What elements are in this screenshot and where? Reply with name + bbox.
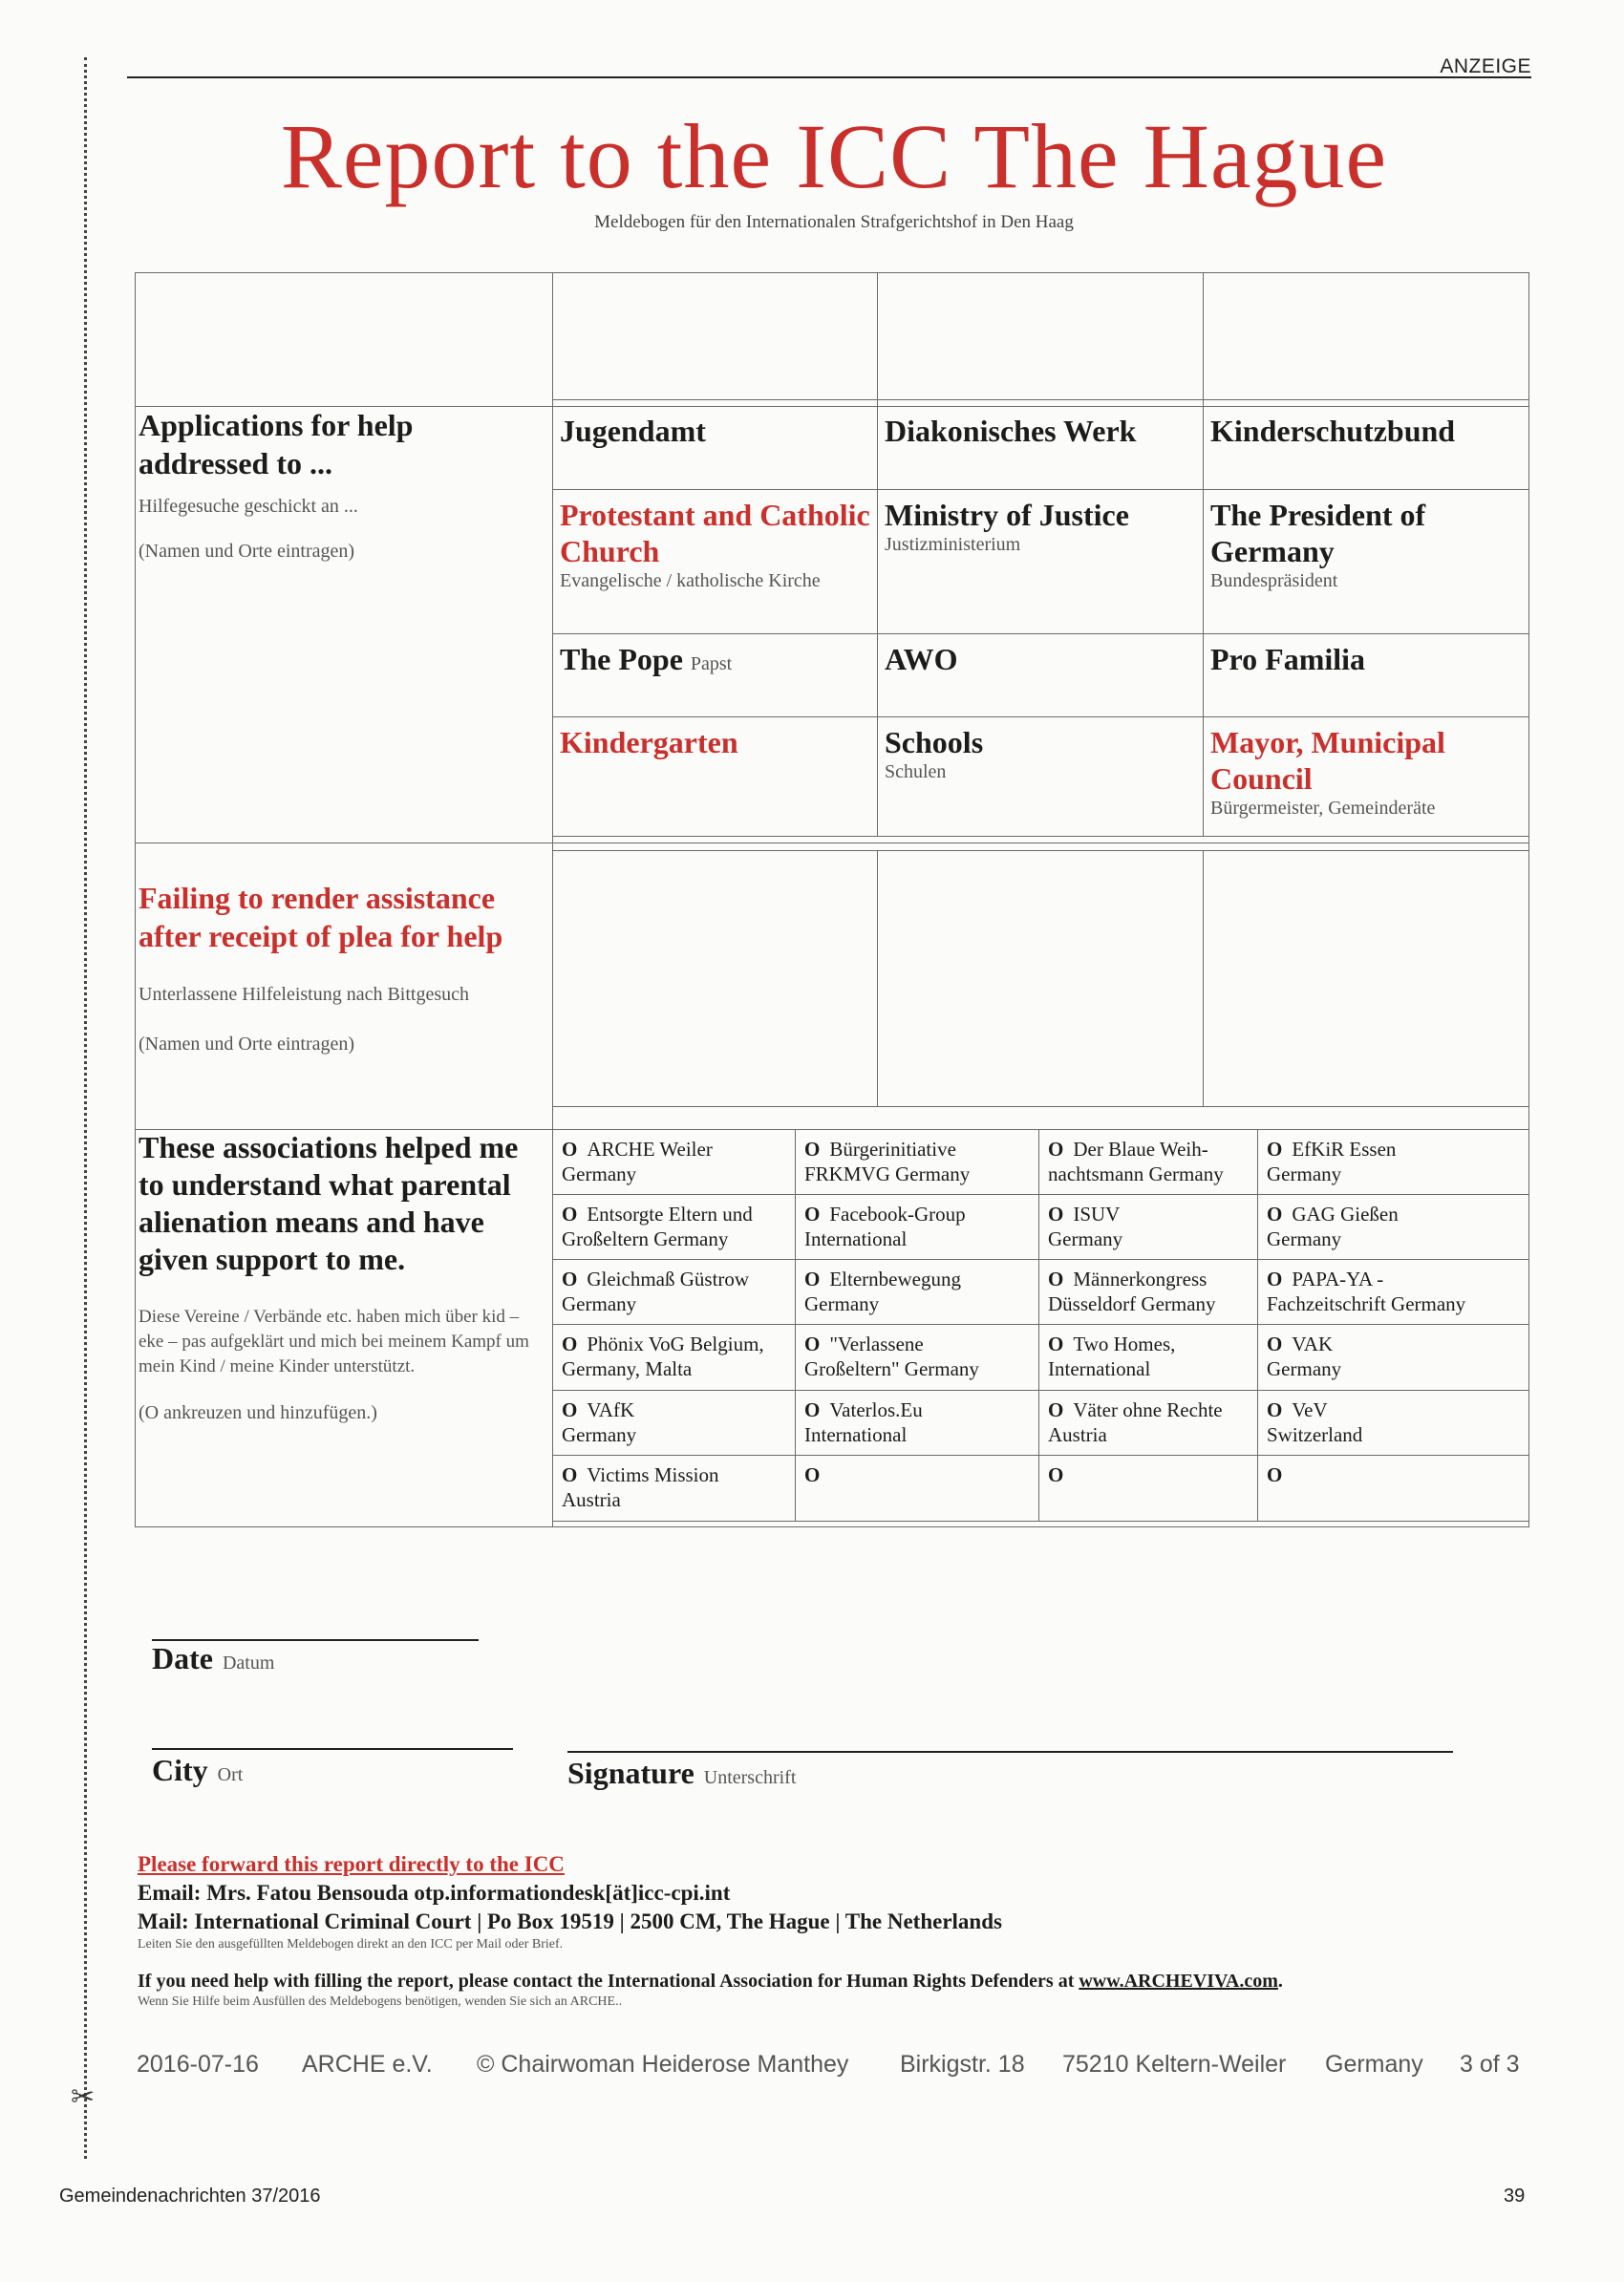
association-checkbox[interactable]	[554, 1457, 795, 1518]
help-text-de: Wenn Sie Hilfe beim Ausfüllen des Meldebogens benötigen, wenden Sie sich an ARCHE..	[138, 1994, 623, 2009]
association-name: Facebook-Group	[829, 1203, 966, 1226]
city-sublabel: Ort	[217, 1764, 244, 1785]
divider	[795, 1129, 796, 1521]
failing-label	[135, 879, 552, 1056]
association-name: Der Blaue Weih-	[1073, 1138, 1208, 1161]
failing-entry-box-3[interactable]	[1205, 852, 1528, 1106]
applications-subheading: Hilfegesuche geschickt an ...	[139, 496, 358, 517]
association-location: FRKMVG Germany	[804, 1162, 971, 1185]
association-name: EfKiR Essen	[1292, 1138, 1397, 1161]
org-subname: Justizministerium	[885, 534, 1021, 555]
divider	[552, 1455, 1529, 1456]
org-name: AWO	[885, 642, 958, 676]
footer-org: ARCHE e.V.	[302, 2051, 433, 2078]
footer-page: 3 of 3	[1460, 2051, 1520, 2078]
footer-country: Germany	[1325, 2051, 1423, 2078]
association-location: Germany	[562, 1423, 637, 1446]
org-cell-ministry-of-justice[interactable]	[879, 491, 1202, 562]
association-checkbox[interactable]	[1040, 1392, 1257, 1453]
org-name: Jugendamt	[560, 414, 706, 448]
association-location: International	[804, 1227, 908, 1250]
city-label: City Ort	[152, 1753, 244, 1787]
org-cell-awo[interactable]	[879, 635, 1202, 683]
association-checkbox[interactable]	[1040, 1196, 1257, 1257]
divider	[552, 850, 1529, 851]
association-checkbox[interactable]	[797, 1196, 1038, 1257]
associations-label	[135, 1129, 552, 1425]
org-cell-mayor[interactable]	[1205, 718, 1528, 825]
association-name: ISUV	[1073, 1203, 1121, 1226]
association-checkbox-blank[interactable]	[797, 1457, 1038, 1493]
forward-email[interactable]: Email: Mrs. Fatou Bensouda otp.informationdesk[ät]icc-cpi.int	[138, 1881, 731, 1905]
divider	[1203, 406, 1204, 836]
divider	[877, 850, 878, 1106]
checkbox-marker: O	[562, 1203, 578, 1226]
association-location: Germany	[804, 1292, 880, 1315]
divider	[1038, 1129, 1039, 1521]
date-sublabel: Datum	[222, 1653, 275, 1674]
associations-heading: These associations helped me to understand what parental alienation means and have given support to me.	[139, 1130, 519, 1276]
divider	[552, 399, 1529, 400]
divider	[552, 1194, 1529, 1195]
forward-heading: Please forward this report directly to the ICC	[138, 1852, 565, 1876]
divider	[135, 842, 1529, 843]
failing-subheading: Unterlassene Hilfeleistung nach Bittgesuch	[139, 984, 470, 1005]
org-name: Diakonisches Werk	[885, 414, 1137, 448]
association-checkbox[interactable]	[1259, 1131, 1528, 1192]
cut-line	[84, 57, 87, 2159]
association-name: Two Homes,	[1073, 1333, 1176, 1355]
forward-mail: Mail: International Criminal Court | Po Box 19519 | 2500 CM, The Hague | The Netherlands	[138, 1909, 1002, 1933]
city-line[interactable]	[152, 1748, 513, 1750]
association-location: nachtsmann Germany	[1048, 1162, 1224, 1185]
checkbox-marker: O	[804, 1463, 821, 1486]
association-location: Switzerland	[1267, 1423, 1363, 1446]
org-name: Schools	[885, 725, 984, 759]
associations-note: (O ankreuzen und hinzufügen.)	[139, 1402, 377, 1423]
association-name: VeV	[1292, 1398, 1328, 1421]
association-location: International	[1048, 1357, 1151, 1380]
org-subname: Evangelische / katholische Kirche	[560, 570, 821, 591]
signature-label: Signature Unterschrift	[567, 1756, 797, 1790]
checkbox-marker: O	[804, 1398, 821, 1421]
checkbox-marker: O	[1267, 1203, 1283, 1226]
association-location: Austria	[562, 1488, 621, 1511]
org-inline-subname: Papst	[690, 653, 733, 674]
org-cell-schools[interactable]	[879, 718, 1202, 789]
association-checkbox[interactable]	[554, 1196, 795, 1257]
association-checkbox[interactable]	[1040, 1326, 1257, 1387]
divider	[1203, 850, 1204, 1106]
page-title: Report to the ICC The Hague	[280, 105, 1388, 207]
org-cell-diakonisches-werk[interactable]	[879, 407, 1202, 455]
footer-chair: © Chairwoman Heiderose Manthey	[477, 2051, 849, 2078]
divider	[1257, 1129, 1258, 1521]
org-subname: Schulen	[885, 761, 947, 782]
association-name: "Verlassene	[829, 1333, 924, 1355]
association-name: Gleichmaß Güstrow	[587, 1268, 750, 1290]
org-subname: Bundespräsident	[1210, 570, 1338, 591]
checkbox-marker: O	[1048, 1333, 1064, 1355]
association-name: Victims Mission	[587, 1463, 719, 1486]
association-checkbox[interactable]	[1259, 1196, 1528, 1257]
divider	[552, 489, 1529, 490]
checkbox-marker: O	[1267, 1138, 1283, 1161]
association-checkbox[interactable]	[554, 1261, 795, 1322]
association-location: Germany	[562, 1162, 637, 1185]
association-name: Väter ohne Rechte	[1073, 1398, 1223, 1421]
association-checkbox-blank[interactable]	[1259, 1457, 1528, 1493]
checkbox-marker: O	[1267, 1333, 1283, 1355]
footer-street: Birkigstr. 18	[900, 2051, 1025, 2078]
association-location: Düsseldorf Germany	[1048, 1292, 1216, 1315]
org-name: Kindergarten	[560, 725, 738, 759]
association-checkbox[interactable]	[554, 1131, 795, 1192]
checkbox-marker: O	[562, 1333, 578, 1355]
association-location: Großeltern Germany	[562, 1227, 729, 1250]
association-location: Austria	[1048, 1423, 1107, 1446]
org-subname: Bürgermeister, Gemeinderäte	[1210, 798, 1436, 819]
association-checkbox[interactable]	[1259, 1326, 1528, 1387]
association-name: Vaterlos.Eu	[829, 1398, 923, 1421]
left-column-divider	[552, 272, 553, 1527]
checkbox-marker: O	[562, 1268, 578, 1290]
applications-note: (Namen und Orte eintragen)	[139, 541, 355, 562]
checkbox-marker: O	[1048, 1138, 1064, 1161]
association-name: ARCHE Weiler	[587, 1138, 713, 1161]
association-location: Germany	[562, 1292, 637, 1315]
org-name: The President of Germany	[1210, 498, 1426, 568]
signature-sublabel: Unterschrift	[703, 1767, 797, 1788]
association-location: Germany	[1267, 1227, 1342, 1250]
failing-heading: Failing to render assistance after receipt of plea for help	[139, 881, 503, 953]
association-name: Entsorgte Eltern und	[587, 1203, 753, 1226]
failing-entry-box-1[interactable]	[554, 852, 877, 1106]
scissors-icon: ✂	[71, 2081, 96, 2113]
association-location: Fachzeitschrift Germany	[1267, 1292, 1466, 1315]
checkbox-marker: O	[1267, 1463, 1283, 1486]
association-location: Germany, Malta	[562, 1357, 693, 1380]
org-cell-kindergarten[interactable]	[554, 718, 877, 766]
org-name: Kinderschutzbund	[1210, 414, 1456, 448]
divider	[552, 1390, 1529, 1391]
org-cell-church[interactable]	[554, 491, 877, 598]
divider	[877, 406, 878, 836]
footer-date: 2016-07-16	[137, 2051, 259, 2078]
org-cell-kinderschutzbund[interactable]	[1205, 407, 1528, 455]
date-label: Date Datum	[152, 1641, 275, 1675]
association-location: Germany	[1048, 1227, 1123, 1250]
applications-heading: Applications for help addressed to ...	[139, 408, 414, 480]
publication-page: 39	[1504, 2186, 1526, 2207]
anzeige-label: ANZEIGE	[1440, 55, 1531, 77]
divider	[552, 633, 1529, 634]
org-name: Protestant and Catholic Church	[560, 498, 870, 568]
org-name: Ministry of Justice	[885, 498, 1129, 532]
publication-name: Gemeindenachrichten 37/2016	[59, 2186, 321, 2207]
archeviva-link[interactable]: www.ARCHEVIVA.com	[1079, 1971, 1278, 1992]
association-checkbox[interactable]	[554, 1326, 795, 1387]
checkbox-marker: O	[804, 1203, 821, 1226]
association-checkbox[interactable]	[797, 1261, 1038, 1322]
association-location: Großeltern" Germany	[804, 1357, 979, 1380]
divider	[552, 1324, 1529, 1325]
org-name: The Pope	[560, 642, 683, 676]
checkbox-marker: O	[804, 1333, 821, 1355]
association-name: Phönix VoG Belgium,	[587, 1333, 764, 1355]
association-checkbox[interactable]	[797, 1392, 1038, 1453]
association-name: VAfK	[587, 1398, 635, 1421]
association-location: Germany	[1267, 1162, 1342, 1185]
signature-line[interactable]	[567, 1751, 1453, 1753]
association-checkbox[interactable]	[797, 1131, 1038, 1192]
checkbox-marker: O	[562, 1463, 578, 1486]
associations-subheading: Diese Vereine / Verbände etc. haben mich über kid – eke – pas aufgeklärt und mich bei meinem Kampf um mein Kind / meine Kinder unterstützt.	[139, 1307, 529, 1376]
divider	[552, 1521, 1529, 1522]
divider	[552, 716, 1529, 717]
org-name: Pro Familia	[1210, 642, 1366, 676]
association-name: Elternbewegung	[829, 1268, 961, 1290]
footer-city: 75210 Keltern-Weiler	[1062, 2051, 1287, 2078]
checkbox-marker: O	[1267, 1268, 1283, 1290]
checkbox-marker: O	[562, 1138, 578, 1161]
org-name: Mayor, Municipal Council	[1210, 725, 1445, 796]
failing-entry-box-2[interactable]	[879, 852, 1202, 1106]
association-location: Germany	[1267, 1357, 1342, 1380]
checkbox-marker: O	[1267, 1398, 1283, 1421]
association-checkbox[interactable]	[1040, 1131, 1257, 1192]
divider	[877, 272, 878, 406]
association-checkbox[interactable]	[797, 1326, 1038, 1387]
association-name: GAG Gießen	[1292, 1203, 1399, 1226]
header-rule	[127, 76, 1531, 78]
association-checkbox-blank[interactable]	[1040, 1457, 1257, 1493]
checkbox-marker: O	[804, 1268, 821, 1290]
checkbox-marker: O	[1048, 1463, 1064, 1486]
association-checkbox[interactable]	[554, 1392, 795, 1453]
checkbox-marker: O	[804, 1138, 821, 1161]
applications-label	[135, 406, 552, 564]
forward-mail-de: Leiten Sie den ausgefüllten Meldebogen direkt an den ICC per Mail oder Brief.	[138, 1937, 564, 1951]
divider	[552, 1106, 1529, 1107]
association-name: PAPA-YA -	[1292, 1268, 1384, 1290]
association-checkbox[interactable]	[1259, 1392, 1528, 1453]
association-name: Männerkongress	[1073, 1268, 1207, 1290]
page-subtitle: Meldebogen für den Internationalen Strafgerichtshof in Den Haag	[594, 212, 1074, 232]
divider	[552, 836, 1529, 837]
org-cell-pro-familia[interactable]	[1205, 635, 1528, 683]
org-cell-jugendamt[interactable]	[554, 407, 877, 455]
association-checkbox[interactable]	[1259, 1261, 1528, 1322]
checkbox-marker: O	[1048, 1398, 1064, 1421]
divider	[1203, 272, 1204, 406]
org-cell-president[interactable]	[1205, 491, 1528, 598]
help-text: If you need help with filling the report, please contact the International Association for Human Rights Defenders at www.ARCHEVIVA.com.	[138, 1971, 1283, 1992]
checkbox-marker: O	[1048, 1203, 1064, 1226]
org-cell-pope[interactable]	[554, 635, 877, 688]
association-checkbox[interactable]	[1040, 1261, 1257, 1322]
divider	[552, 1259, 1529, 1260]
association-name: VAK	[1292, 1333, 1334, 1355]
association-name: Bürgerinitiative	[829, 1138, 956, 1161]
association-location: International	[804, 1423, 908, 1446]
failing-note: (Namen und Orte eintragen)	[139, 1034, 355, 1055]
checkbox-marker: O	[1048, 1268, 1064, 1290]
checkbox-marker: O	[562, 1398, 578, 1421]
